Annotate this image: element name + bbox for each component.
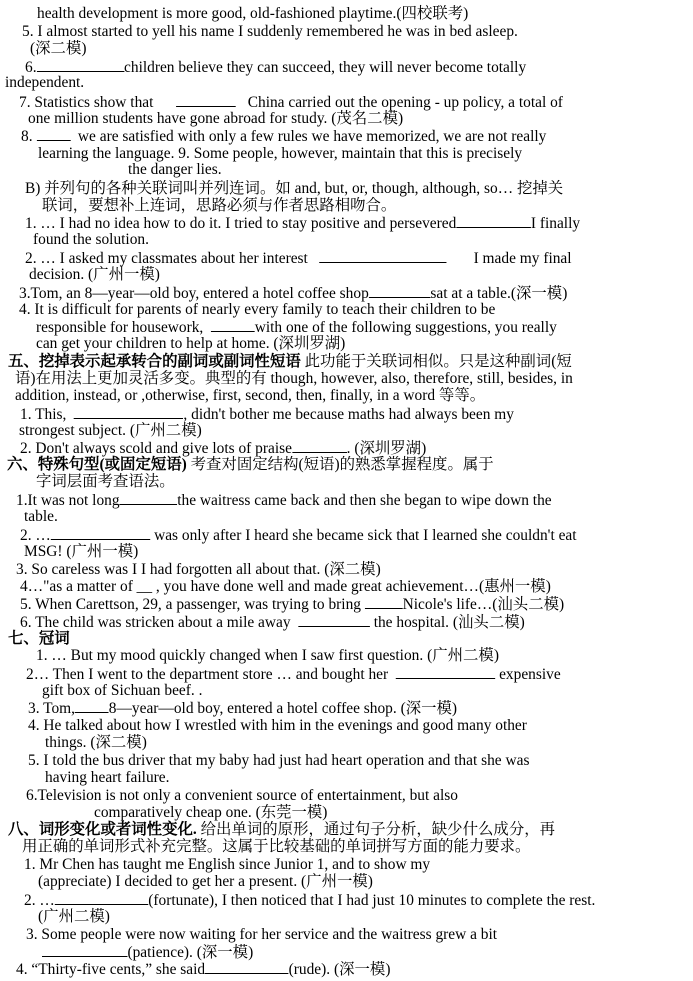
text-line: one million students have gone abroad for study. (茂名二模)	[28, 110, 404, 127]
section-heading: 七、冠词	[8, 630, 70, 647]
text-line: things. (深二模)	[45, 734, 147, 751]
answer-blank[interactable]	[456, 214, 531, 228]
text-line: health development is more good, old-fashioned playtime.(四校联考)	[37, 5, 469, 22]
text-line: 6. children believe they can succeed, they will never become totally	[25, 59, 527, 76]
text-line: 7. Statistics show that China carried out the opening - up policy, a total of	[19, 94, 563, 111]
text-line: found the solution.	[33, 231, 149, 248]
text-line: MSG! (广州一模)	[24, 543, 139, 560]
answer-blank[interactable]	[369, 284, 431, 298]
text-line: (广州二模)	[38, 908, 110, 925]
text-line: addition, instead, or ,otherwise, first, second, then, finally, in a word 等等。	[15, 387, 486, 404]
text-line: 联词，要想补上连词，思路必须与作者思路相吻合。	[42, 197, 397, 214]
text-line: (appreciate) I decided to get her a present. (广州一模)	[38, 873, 373, 890]
text-line: 1. This, , didn't bother me because maths had always been my	[20, 406, 514, 423]
text-line: can get your children to help at home. (深圳罗湖)	[36, 335, 346, 352]
text-line: 6.Television is not only a convenient source of entertainment, but also	[26, 787, 458, 804]
section-heading: 八、词形变化或者词性变化. 给出单词的原形，通过句子分析，缺少什么成分，再	[8, 821, 556, 838]
text-line: 3. Tom, 8—year—old boy, entered a hotel coffee shop. (深一模)	[28, 700, 458, 717]
answer-blank[interactable]	[42, 943, 127, 957]
answer-blank[interactable]	[205, 960, 289, 974]
text-line: 5. I told the bus driver that my baby had just had heart operation and that she was	[28, 752, 530, 769]
answer-blank[interactable]	[37, 58, 124, 72]
text-line: 6. The child was stricken about a mile away the hospital. (汕头二模)	[20, 614, 525, 631]
text-line: 4. It is difficult for parents of nearly every family to teach their children to be	[19, 301, 496, 318]
text-line: 2. … I asked my classmates about her interest I made my final	[25, 250, 572, 267]
text-line: 2. Don't always scold and give lots of praise . (深圳罗湖)	[20, 440, 427, 457]
text-line: 用正确的单词形式补充完整。这属于比较基础的单词拼写方面的能力要求。	[22, 838, 531, 855]
text-line: table.	[24, 508, 58, 525]
section-heading: 五、挖掉表示起承转合的副词或副词性短语 此功能于关联词相似。只是这种副词(短	[8, 353, 572, 370]
text-line: 2. … (fortunate), I then noticed that I had just 10 minutes to complete the rest.	[24, 892, 596, 909]
text-line: independent.	[5, 74, 85, 91]
text-line: 5. When Carettson, 29, a passenger, was trying to bring Nicole's life…(汕头二模)	[20, 596, 565, 613]
answer-blank[interactable]	[55, 891, 148, 905]
text-line: having heart failure.	[45, 769, 170, 786]
text-line: 1. … I had no idea how to do it. I tried to stay positive and persevered I finally	[25, 215, 581, 232]
text-line: 5. I almost started to yell his name I suddenly remembered he was in bed asleep.	[22, 23, 518, 40]
answer-blank[interactable]	[120, 491, 178, 505]
text-line: decision. (广州一模)	[29, 266, 160, 283]
text-line: learning the language. 9. Some people, however, maintain that this is precisely	[38, 145, 523, 162]
text-line: 3. So careless was I I had forgotten all about that. (深二模)	[16, 561, 381, 578]
text-line: 4. He talked about how I wrestled with him in the evenings and good many other	[28, 717, 527, 734]
answer-blank[interactable]	[292, 439, 347, 453]
text-line: (深二模)	[30, 40, 87, 57]
answer-blank[interactable]	[36, 127, 70, 141]
text-line: 8. we are satisfied with only a few rules we have memorized, we are not really	[21, 128, 547, 145]
answer-blank[interactable]	[298, 613, 370, 627]
text-line: 4. “Thirty-five cents,” she said (rude). (深一模)	[16, 961, 391, 978]
answer-blank[interactable]	[396, 665, 495, 679]
text-line: the danger lies.	[128, 161, 222, 178]
text-line: 语)在用法上更加灵活多变。典型的有 though, however, also, therefore, still, besides, in	[15, 370, 573, 387]
answer-blank[interactable]	[177, 93, 237, 107]
answer-blank[interactable]	[51, 526, 150, 540]
text-line: responsible for housework, with one of the following suggestions, you really	[36, 319, 557, 336]
text-line: gift box of Sichuan beef. .	[42, 682, 203, 699]
answer-blank[interactable]	[75, 699, 109, 713]
text-line: 1. Mr Chen has taught me English since Junior 1, and to show my	[24, 856, 431, 873]
answer-blank[interactable]	[74, 405, 183, 419]
text-line: 3.Tom, an 8—year—old boy, entered a hotel coffee shop sat at a table.(深一模)	[19, 285, 568, 302]
text-line: 4…"as a matter of __ , you have done well and made great achievement…(惠州一模)	[20, 578, 551, 595]
text-line: 1. … But my mood quickly changed when I saw first question. (广州二模)	[36, 647, 499, 664]
answer-blank[interactable]	[365, 595, 403, 609]
text-line: B) 并列句的各种关联词叫并列连词。如 and, but, or, though, although, so… 挖掉关	[25, 180, 564, 197]
section-heading: 六、特殊句型(或固定短语) 考查对固定结构(短语)的熟悉掌握程度。属于	[7, 456, 494, 473]
text-line: (patience). (深一模)	[42, 943, 689, 961]
text-line: 3. Some people were now waiting for her service and the waitress grew a bit	[26, 926, 498, 943]
text-line: 1.It was not long the waitress came back and then she began to wipe down the	[16, 492, 552, 509]
text-line: 2… Then I went to the department store … and bought her expensive	[26, 666, 561, 683]
text-line: 字词层面考查语法。	[36, 473, 175, 490]
answer-blank[interactable]	[211, 318, 255, 332]
answer-blank[interactable]	[319, 249, 446, 263]
text-line: strongest subject. (广州二模)	[19, 422, 202, 439]
text-line: comparatively cheap one. (东莞一模)	[94, 804, 328, 821]
text-line: 2. … was only after I heard she became sick that I learned she couldn't eat	[20, 527, 577, 544]
